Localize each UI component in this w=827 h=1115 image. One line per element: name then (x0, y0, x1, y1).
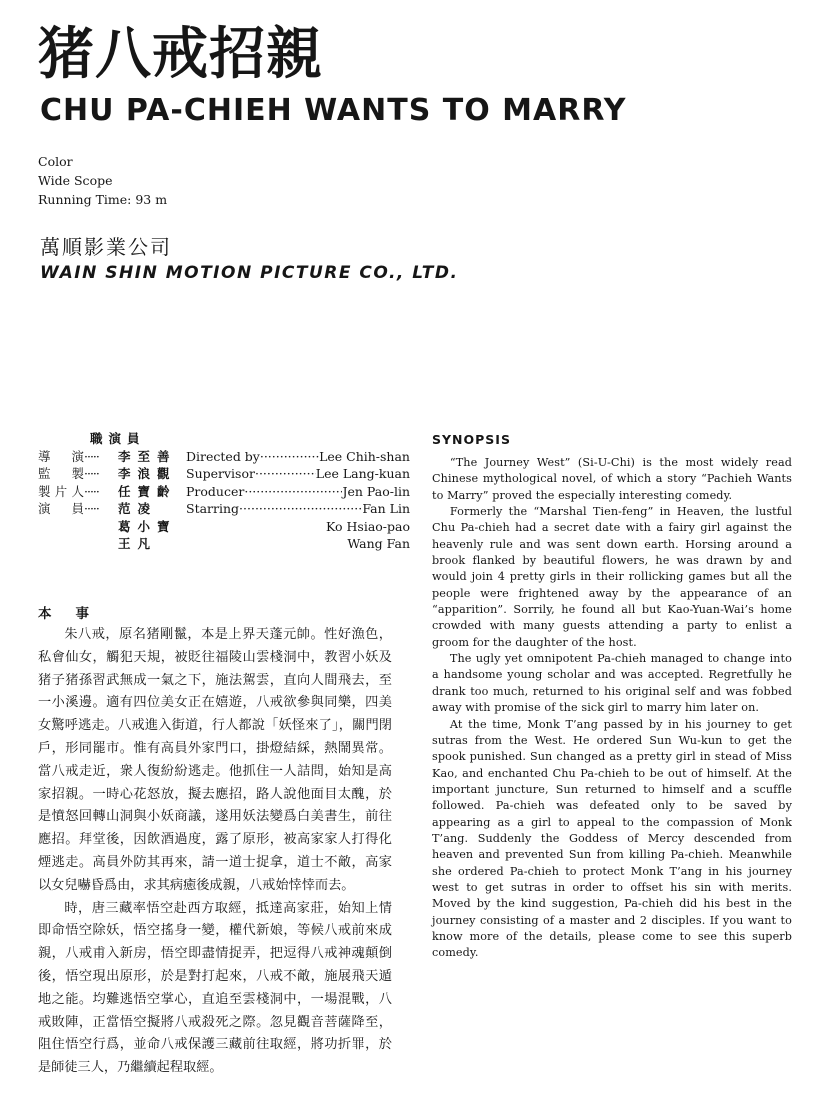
credit-label-en: Starring (186, 501, 240, 516)
synopsis-paragraph: Formerly the “Marshal Tien-feng” in Heaven, the lustful Chu Pa-chieh had a secret date with a fairy girl against the heavenly rule and was sent down earth. Horsing around a brook flanked by beautiful flowers, he was drawn by and would join 4 pretty girls in their rollicking games but all the people were frightened away by the appearance of an “apparition”. Sorrily, he found all but Kao-Yuan-Wai’s home crowded with many guests attending a party to enlist a groom for the daughter of the host. (432, 505, 792, 649)
credit-leader-dots: ····· (84, 448, 99, 464)
credit-role-zh: 製片人 (38, 483, 84, 499)
company-name-chinese: 萬順影業公司 (40, 235, 172, 259)
credit-leader (239, 500, 362, 518)
credit-leader-dots: ····· (84, 501, 99, 516)
running-time: Running Time: 93 m (38, 192, 168, 207)
credit-name-zh: 李浪觀 (118, 466, 177, 481)
credit-row (38, 535, 410, 553)
credit-name-zh: 王凡 (118, 536, 158, 551)
story-paragraph: 朱八戒，原名猪剛鬣，本是上界天蓬元帥。性好漁色，私會仙女，觸犯天規，被貶往福陵山雲棧洞中，教習小妖及猪子猪孫習武無成一氣之下，施法駕雲，直向人間飛去，至一小溪邊。適有四位美女正在嬉遊，八戒欲參與同樂，四美女驚呼逃走。八戒進入街道，行人都說「妖怪來了」，關門閉戶，形同罷市。惟有高員外家門口，掛燈結綵，熱鬧異常。當八戒走近，衆人復紛紛逃走。他抓住一人詰問，始知是高家招親。一時心花怒放，擬去應招，路人說他面目太醜，於是憤怒回轉山洞與小妖商議，遂用妖法變爲白美書生，前往應招。拜堂後，因飲酒過度，露了原形，被高家家人打得化煙逃走。高員外防其再來，請一道士捉拿，道士不敵，高家以女兒嚇昏爲由，求其病癒後成親，八戒始悻悻而去。 (38, 627, 392, 893)
credits-header: 職演員 (90, 431, 146, 446)
credit-label-en: Producer (186, 483, 245, 499)
credit-name-zh: 范凌 (118, 501, 158, 516)
credit-row (38, 483, 410, 501)
credit-leader-dots: ····· (84, 466, 99, 481)
credit-name-en: Lee Lang-kuan (315, 466, 410, 481)
credits-header-row (38, 430, 410, 448)
synopsis-text (432, 455, 792, 962)
synopsis-paragraph: “The Journey West” (Si-U-Chi) is the most widely read Chinese mythological novel, of which a story “Pachieh Wants to Marry” proved the especially interesting comedy. (432, 456, 792, 502)
credit-role-zh: 演員 (38, 501, 84, 516)
credit-label-en: Directed by (186, 448, 260, 464)
credit-name-en: Ko Hsiao-pao (326, 518, 410, 534)
film-info (38, 152, 167, 209)
credit-leader (244, 483, 342, 501)
title-chinese: 猪八戒招親 (38, 22, 323, 87)
credit-role-zh: 監製 (38, 466, 84, 481)
credit-row (38, 465, 410, 483)
credit-name-zh: 葛小寶 (118, 518, 177, 534)
company-name-english: WAIN SHIN MOTION PICTURE CO., LTD. (40, 263, 459, 283)
format-info: Wide Scope (38, 173, 113, 188)
credit-name-en: Jen Pao-lin (342, 483, 410, 499)
credit-leader-dots: ····· (84, 483, 99, 499)
credit-row (38, 448, 410, 466)
credits-block (38, 430, 410, 553)
credit-name-zh: 任寶齡 (118, 483, 177, 499)
synopsis-paragraph: The ugly yet omnipotent Pa-chieh managed to change into a handsome young scholar and was accepted. Regretfully he drank too much, returned to his original self and was fobbed away with promise of the sick girl to marry him later on. (432, 652, 792, 715)
story-heading: 本事 (38, 606, 113, 622)
story-paragraph: 時，唐三藏率悟空赴西方取經，抵達高家莊，始知上情即命悟空除妖，悟空搖身一變，權代新娘，等候八戒前來成親，八戒甫入新房，悟空即盡情捉弄，把逗得八戒神魂顛倒後，悟空現出原形，於是對打起來，八戒不敵，施展飛天遁地之能。均難逃悟空掌心，直追至雲棧洞中，一場混戰，八戒敗陣，正當悟空擬將八戒殺死之際。忽見觀音菩薩降至，阻住悟空行爲，並命八戒保護三藏前往取經，將功折罪，於是師徒三人，乃繼續起程取經。 (38, 900, 392, 1076)
credit-name-en: Fan Lin (362, 501, 410, 516)
credit-role-zh: 導演 (38, 448, 84, 464)
credit-name-en: Lee Chih-shan (319, 448, 410, 464)
color-info: Color (38, 154, 73, 169)
synopsis-paragraph: At the time, Monk T’ang passed by in his journey to get sutras from the West. He ordered Sun Wu-kun to get the spook punished. Sun changed as a pretty girl in stead of Miss Kao, and enchanted Chu Pa-chieh to be out of himself. At the important juncture, Sun returned to himself and a scuffle followed. Pa-chieh was defeated only to be saved by appearing as a girl to appeal to the compassion of Monk T’ang. Suddenly the Goddess of Mercy descended from heaven and prevented Sun from killing Pa-chieh. Meanwhile she ordered Pa-chieh to protect Monk T’ang in his journey west to get sutras in order to offset his sin with merits. Moved by the kind suggestion, Pa-chieh did his best in the journey consisting of a master and 2 disciples. If you want to know more of the details, please come to see this superb comedy. (432, 717, 792, 960)
credit-label-en: Supervisor (186, 466, 255, 481)
credit-row (38, 500, 410, 518)
synopsis-heading: SYNOPSIS (432, 432, 511, 447)
credit-leader (260, 448, 319, 466)
credit-name-zh: 李至善 (118, 448, 177, 464)
credit-name-en: Wang Fan (347, 536, 410, 551)
title-english: CHU PA-CHIEH WANTS TO MARRY (40, 93, 627, 128)
credit-leader (255, 465, 316, 483)
credit-row (38, 518, 410, 536)
story-text (38, 624, 392, 1080)
